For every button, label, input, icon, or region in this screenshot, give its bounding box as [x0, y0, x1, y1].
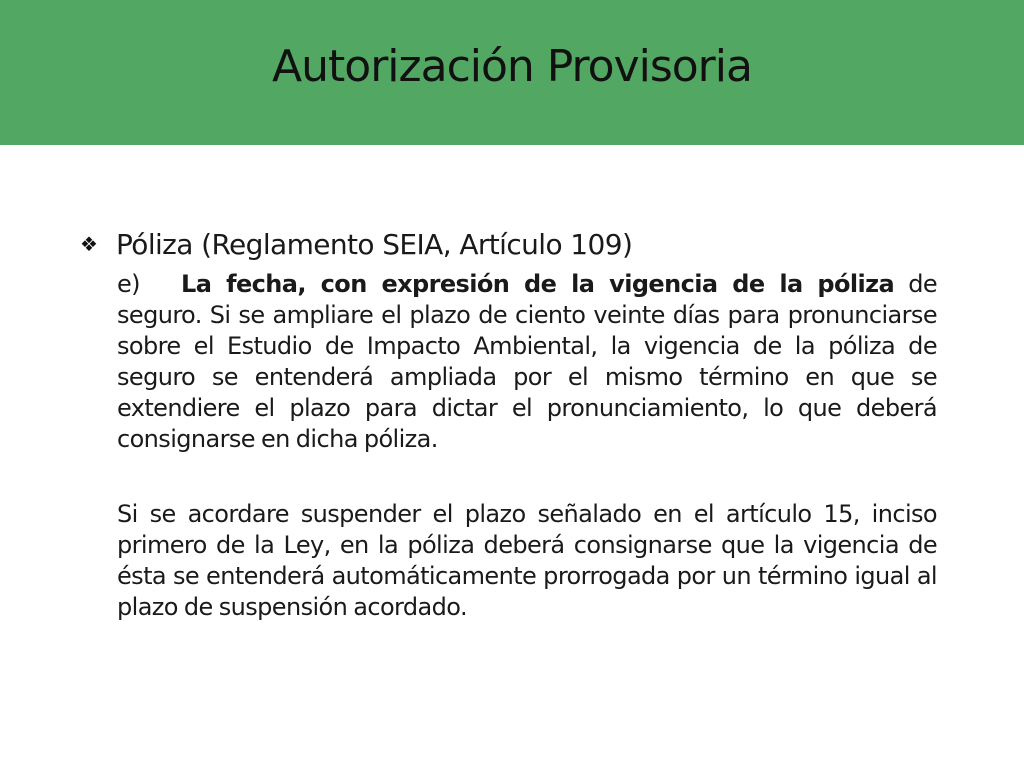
- emphasized-text: La fecha, con expresión de la vigencia de la póliza: [181, 270, 895, 298]
- diamond-bullet-icon: ❖: [80, 232, 98, 256]
- slide-title: Autorización Provisoria: [272, 41, 752, 92]
- article-paragraph-e: [117, 269, 937, 455]
- paragraph-text: de seguro. Si se ampliare el plazo de ciento veinte días para pronunciarse sobre el Estudio de Impacto Ambiental, la vigencia de la póliza de seguro se entenderá ampliada por el mismo término en que se extendiere el plazo para dictar el pronunciamiento, lo que deberá consignarse en dicha póliza.: [117, 270, 937, 453]
- bullet-heading-text: Póliza (Reglamento SEIA, Artículo 109): [116, 228, 633, 261]
- bullet-heading: [80, 226, 940, 263]
- suspension-paragraph: Si se acordare suspender el plazo señalado en el artículo 15, inciso primero de la Ley, en la póliza deberá consignarse que la vigencia de ésta se entenderá automáticamente prorrogada por un término igual al plazo de suspensión acordado.: [117, 500, 937, 621]
- item-letter: e): [117, 270, 140, 298]
